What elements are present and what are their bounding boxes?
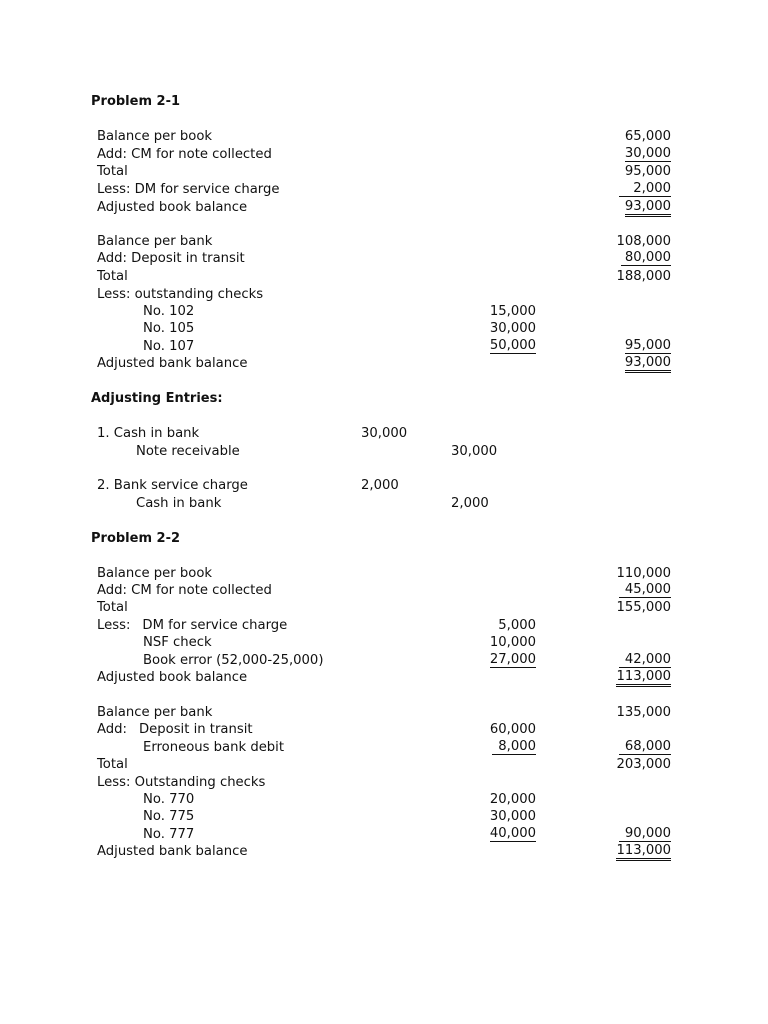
p1-check-105-row <box>0 320 768 337</box>
credit-amount: 2,000 <box>451 496 489 511</box>
p1-outstanding-checks-row <box>0 286 768 303</box>
p1-book-total-row <box>0 163 768 180</box>
row-subamount: 27,000 <box>489 652 536 667</box>
row-subamount: 60,000 <box>489 722 536 737</box>
p2-bank-total-row <box>0 756 768 773</box>
p2-dm-service-row <box>0 617 768 634</box>
row-label: Balance per bank <box>97 705 213 720</box>
row-amount: 155,000 <box>616 600 671 615</box>
row-label: Total <box>97 164 128 179</box>
entry-2-debit-row <box>0 477 768 494</box>
row-label: Erroneous bank debit <box>143 740 285 755</box>
row-amount: 113,000 <box>616 843 671 861</box>
p2-check-775-row <box>0 808 768 825</box>
row-label: Adjusted bank balance <box>97 356 248 371</box>
row-label: No. 770 <box>143 792 195 807</box>
entry-2-credit-row <box>0 495 768 512</box>
p1-adjusted-book-row <box>0 199 768 216</box>
adjusting-entries-title: Adjusting Entries: <box>91 391 223 406</box>
entry-1-debit-row <box>0 425 768 442</box>
row-label: 2. Bank service charge <box>97 478 248 493</box>
p1-check-107-row <box>0 338 768 355</box>
p1-balance-per-book-row <box>0 128 768 145</box>
row-label: 1. Cash in bank <box>97 426 200 441</box>
add-label: Add: <box>97 722 127 737</box>
row-label: Less: outstanding checks <box>97 287 264 302</box>
row-amount: 93,000 <box>625 199 671 217</box>
row-amount: 45,000 <box>619 582 671 598</box>
row-subamount: 30,000 <box>489 809 536 824</box>
p2-erroneous-debit-row <box>0 739 768 756</box>
row-label: No. 105 <box>143 321 195 336</box>
row-amount: 113,000 <box>616 669 671 687</box>
p1-adjusted-bank-row <box>0 355 768 372</box>
debit-amount: 2,000 <box>361 478 399 493</box>
p2-balance-per-book-row <box>0 565 768 582</box>
p2-adjusted-bank-row <box>0 843 768 860</box>
row-label: Total <box>97 600 128 615</box>
row-label: Less: DM for service charge <box>97 182 280 197</box>
row-subamount: 20,000 <box>489 792 536 807</box>
row-label: Less: Outstanding checks <box>97 775 266 790</box>
row-label: Adjusted bank balance <box>97 844 248 859</box>
p2-adjusted-book-row <box>0 669 768 686</box>
row-amount: 68,000 <box>619 739 671 755</box>
p2-check-777-row <box>0 826 768 843</box>
row-amount: 95,000 <box>624 338 671 353</box>
row-amount: 95,000 <box>624 164 671 179</box>
row-label: Add: Deposit in transit <box>97 251 245 266</box>
row-label: Adjusted book balance <box>97 670 248 685</box>
row-subamount: 8,000 <box>492 739 536 755</box>
p1-dm-service-row <box>0 181 768 198</box>
less-label: Less: <box>97 618 131 633</box>
p2-book-error-row <box>0 652 768 669</box>
row-amount: 203,000 <box>616 757 671 772</box>
row-amount: 30,000 <box>624 146 671 161</box>
row-amount: 90,000 <box>619 826 671 842</box>
row-label: Deposit in transit <box>138 722 253 737</box>
p1-cm-note-row <box>0 146 768 163</box>
row-amount: 188,000 <box>616 269 671 284</box>
p2-cm-note-row <box>0 582 768 599</box>
row-label: No. 775 <box>143 809 195 824</box>
p1-check-102-row <box>0 303 768 320</box>
row-amount: 80,000 <box>621 250 671 266</box>
row-amount: 110,000 <box>616 566 671 581</box>
row-amount: 93,000 <box>625 355 671 373</box>
row-label: Balance per book <box>97 566 213 581</box>
p1-bank-total-row <box>0 268 768 285</box>
entry-1-credit-row <box>0 443 768 460</box>
row-label: No. 107 <box>143 339 195 354</box>
problem-2-2-title: Problem 2-2 <box>91 531 181 546</box>
row-label: Balance per bank <box>97 234 213 249</box>
row-label: Book error (52,000-25,000) <box>143 653 324 668</box>
row-amount: 65,000 <box>624 129 671 144</box>
row-subamount: 50,000 <box>489 338 536 353</box>
row-label: Balance per book <box>97 129 213 144</box>
row-subamount: 40,000 <box>489 826 536 841</box>
row-subamount: 10,000 <box>489 635 536 650</box>
p2-nsf-check-row <box>0 634 768 651</box>
credit-amount: 30,000 <box>451 444 498 459</box>
row-label: Total <box>97 269 128 284</box>
row-amount: 15,000 <box>489 304 536 319</box>
row-amount: 42,000 <box>619 652 671 668</box>
p2-balance-per-bank-row <box>0 704 768 721</box>
row-label: Adjusted book balance <box>97 200 248 215</box>
row-label: Total <box>97 757 128 772</box>
row-label: Note receivable <box>136 444 240 459</box>
row-label: Add: CM for note collected <box>97 147 272 162</box>
row-label: No. 777 <box>143 827 195 842</box>
row-subamount: 5,000 <box>498 618 536 633</box>
p2-deposit-transit-row <box>0 721 768 738</box>
row-amount: 2,000 <box>619 181 671 197</box>
p2-book-total-row <box>0 599 768 616</box>
p2-check-770-row <box>0 791 768 808</box>
p2-outstanding-checks-row <box>0 774 768 791</box>
p1-deposit-transit-row <box>0 250 768 267</box>
p1-balance-per-bank-row <box>0 233 768 250</box>
row-label: NSF check <box>143 635 212 650</box>
debit-amount: 30,000 <box>361 426 408 441</box>
problem-2-1-title: Problem 2-1 <box>91 94 181 109</box>
row-amount: 135,000 <box>616 705 671 720</box>
row-amount: 30,000 <box>489 321 536 336</box>
row-label: Add: CM for note collected <box>97 583 272 598</box>
row-label: No. 102 <box>143 304 195 319</box>
row-label: DM for service charge <box>142 618 288 633</box>
row-label: Cash in bank <box>136 496 222 511</box>
row-amount: 108,000 <box>616 234 671 249</box>
